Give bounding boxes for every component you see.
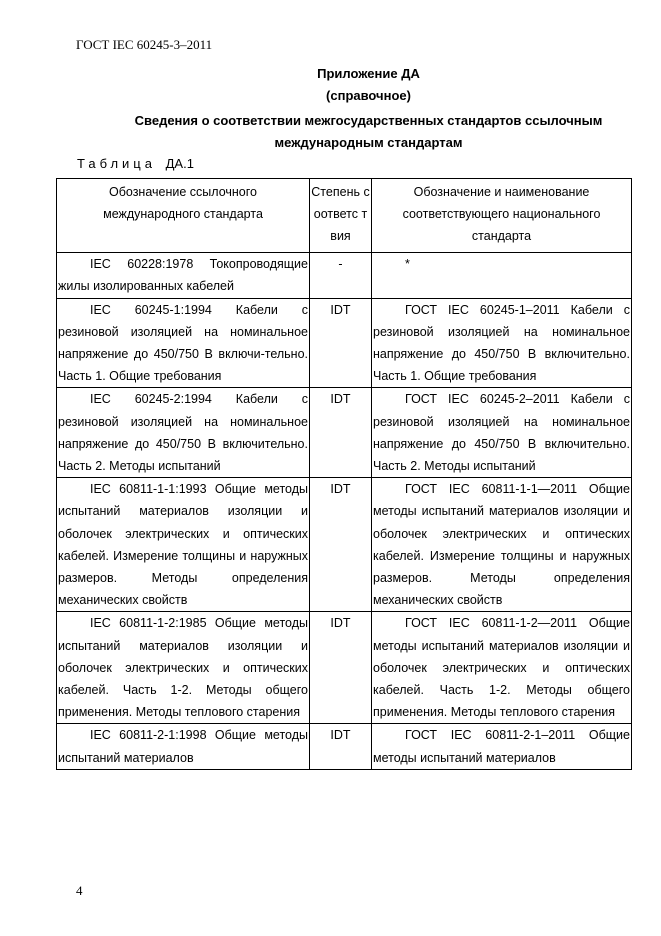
cell-national xyxy=(372,724,632,769)
cell-intl-text: IEC 60811-1-2:1985 Общие методы испытаний материалов изоляции и оболочек электрических и оптических кабелей. Часть 1-2. Методы общего применения. Методы теплового старения xyxy=(58,616,308,720)
cell-degree: IDT xyxy=(310,388,372,478)
table-label-prefix: Таблица xyxy=(77,156,156,171)
annex-heading-line-2: международным стандартам xyxy=(274,135,463,150)
cell-intl-text: IEC 60811-2-1:1998 Общие методы испытаний материалов xyxy=(58,728,308,765)
cell-intl-text: IEC 60245-1:1994 Кабели с резиновой изоляцией на номинальное напряжение до 450/750 В включи-тельно. Часть 1. Общие требования xyxy=(58,302,308,384)
cell-national-text: ГОСТ IEC 60811-2-1–2011 Общие методы испытаний материалов xyxy=(373,728,630,765)
cell-intl xyxy=(57,298,310,388)
document-code: ГОСТ IEC 60245-3–2011 xyxy=(76,37,213,52)
table-row xyxy=(57,724,632,769)
cell-national-text: ГОСТ IEC 60245-1–2011 Кабели с резиновой изоляцией на номинальное напряжение до 450/750 В включительно. Часть 1. Общие требования xyxy=(373,302,630,384)
cell-intl xyxy=(57,388,310,478)
cell-degree: IDT xyxy=(310,724,372,769)
annex-subtitle: (справочное) xyxy=(326,88,411,103)
cell-national-text: ГОСТ IEC 60811-1-2—2011 Общие методы испытаний материалов изоляции и оболочек электрических и оптических кабелей. Часть 1-2. Методы общего применения. Методы теплового старения xyxy=(373,616,630,720)
cell-national-text: ГОСТ IEC 60245-2–2011 Кабели с резиновой изоляцией на номинальное напряжение до 450/750 В включительно. Часть 2. Методы испытаний xyxy=(373,392,630,474)
column-header-intl: Обозначение ссылочного международного стандарта xyxy=(57,179,310,253)
table-row xyxy=(57,298,632,388)
annex-heading-line-1: Сведения о соответствии межгосударственных стандартов ссылочным xyxy=(134,113,603,128)
column-header-national: Обозначение и наименование соответствующего национального стандарта xyxy=(372,179,632,253)
table-label-id: ДА.1 xyxy=(165,156,194,171)
correspondence-table xyxy=(56,178,632,770)
table-row xyxy=(57,612,632,724)
cell-national-text: * xyxy=(405,256,410,271)
column-header-degree: Степень соответс твия xyxy=(310,179,372,253)
page-number: 4 xyxy=(76,883,83,898)
cell-intl-text: IEC 60228:1978 Токопроводящие жилы изолированных кабелей xyxy=(58,256,308,293)
cell-degree: - xyxy=(310,252,372,298)
cell-national xyxy=(372,388,632,478)
cell-intl xyxy=(57,478,310,612)
cell-national-text: ГОСТ IEC 60811-1-1—2011 Общие методы испытаний материалов изоляции и оболочек электрических и оптических кабелей. Измерение толщины и наружных размеров. Методы определения механических свойств xyxy=(373,482,630,608)
annex-title: Приложение ДА xyxy=(317,66,420,81)
annex-heading xyxy=(38,110,661,154)
cell-intl-text: IEC 60245-2:1994 Кабели с резиновой изоляцией на номинальное напряжение до 450/750 В включительно. Часть 2. Методы испытаний xyxy=(58,392,308,474)
cell-national xyxy=(372,478,632,612)
cell-degree: IDT xyxy=(310,478,372,612)
table-row xyxy=(57,388,632,478)
cell-intl xyxy=(57,724,310,769)
table-row xyxy=(57,252,632,298)
table-label xyxy=(77,156,194,171)
cell-national xyxy=(372,298,632,388)
cell-intl xyxy=(57,612,310,724)
cell-degree: IDT xyxy=(310,298,372,388)
table-row xyxy=(57,478,632,612)
cell-intl xyxy=(57,252,310,298)
table-header-row xyxy=(57,179,632,253)
cell-intl-text: IEC 60811-1-1:1993 Общие методы испытаний материалов изоляции и оболочек электрических и оптических кабелей. Измерение толщины и наружных размеров. Методы определения механических свойств xyxy=(58,482,308,608)
cell-degree: IDT xyxy=(310,612,372,724)
cell-national xyxy=(372,252,632,298)
cell-national xyxy=(372,612,632,724)
